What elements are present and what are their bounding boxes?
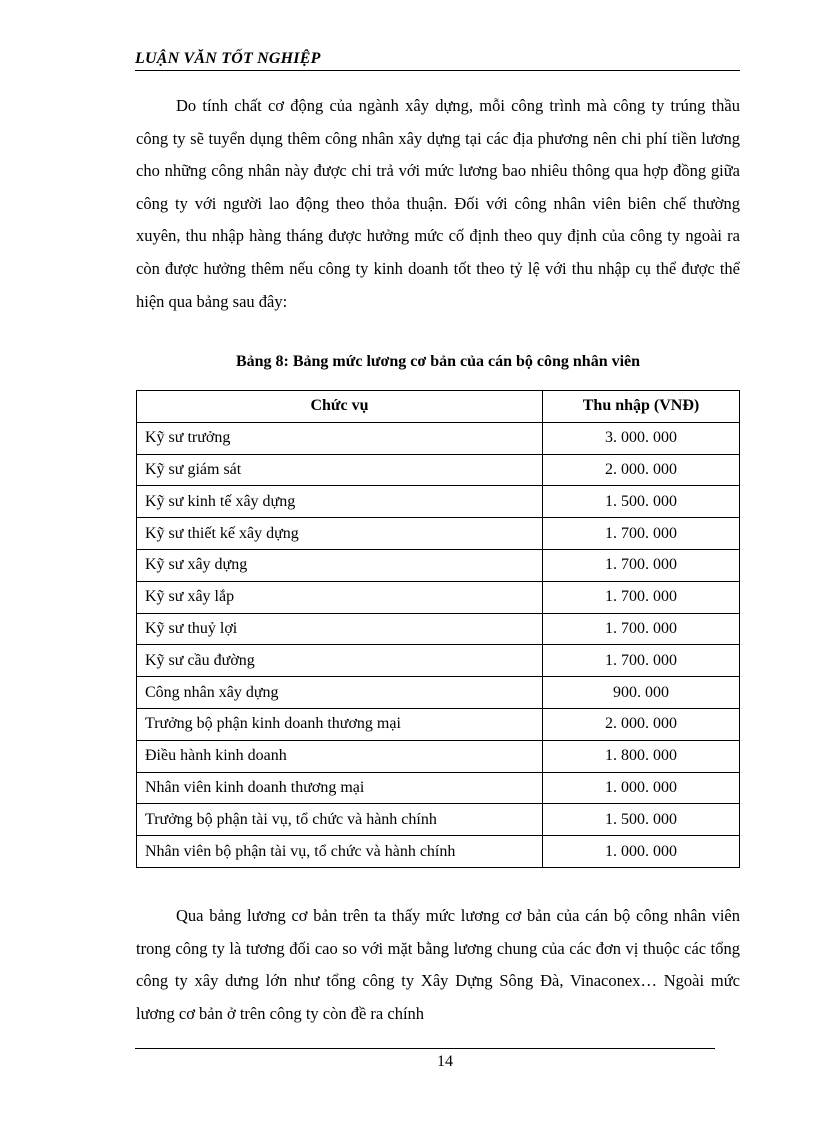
table-row: [137, 740, 740, 772]
table-row: [137, 677, 740, 709]
cell-income: 1. 800. 000: [543, 740, 740, 772]
column-header-income: Thu nhập (VNĐ): [543, 391, 740, 423]
running-header: LUẬN VĂN TỐT NGHIỆP: [135, 50, 740, 71]
cell-income: 900. 000: [543, 677, 740, 709]
table-row: [137, 486, 740, 518]
cell-position: Kỹ sư trưởng: [137, 422, 543, 454]
table-header-row: [137, 391, 740, 423]
cell-position: Kỹ sư thiết kế xây dựng: [137, 518, 543, 550]
cell-position: Kỹ sư cầu đường: [137, 645, 543, 677]
table-row: [137, 613, 740, 645]
paragraph-intro: [136, 90, 740, 318]
cell-position: Nhân viên bộ phận tài vụ, tổ chức và hành chính: [137, 836, 543, 868]
cell-position: Kỹ sư giám sát: [137, 454, 543, 486]
footer-divider: [135, 1048, 715, 1049]
cell-position: Kỹ sư xây dựng: [137, 549, 543, 581]
table-row: [137, 454, 740, 486]
paragraph-conclusion-text: Qua bảng lương cơ bản trên ta thấy mức lương cơ bản của cán bộ công nhân viên trong công ty là tương đối cao so với mặt bằng lương chung của các đơn vị thuộc các tổng công ty xây dưng lớn như tổng công ty Xây Dựng Sông Đà, Vinaconex… Ngoài mức lương cơ bản ở trên công ty còn đề ra chính: [136, 906, 740, 1023]
table-row: [137, 645, 740, 677]
cell-position: Kỹ sư xây lắp: [137, 581, 543, 613]
cell-income: 1. 700. 000: [543, 518, 740, 550]
table-row: [137, 549, 740, 581]
cell-position: Trưởng bộ phận kinh doanh thương mại: [137, 708, 543, 740]
table-row: [137, 708, 740, 740]
cell-income: 1. 700. 000: [543, 645, 740, 677]
salary-table: [136, 390, 740, 868]
paragraph-intro-text: Do tính chất cơ động của ngành xây dựng, mỗi công trình mà công ty trúng thầu công ty sẽ tuyển dụng thêm công nhân xây dựng tại các địa phương nên chi phí tiền lương cho những công nhân này được chi trả với mức lương bao nhiêu thông qua hợp đồng giữa công ty với người lao động theo thỏa thuận. Đối với công nhân viên biên chế thường xuyên, thu nhập hàng tháng được hưởng mức cố định theo quy định của công ty ngoài ra còn được hưởng thêm nếu công ty kinh doanh tốt theo tỷ lệ với thu nhập cụ thể được thể hiện qua bảng sau đây:: [136, 96, 740, 311]
cell-position: Kỹ sư thuỷ lợi: [137, 613, 543, 645]
table-row: [137, 422, 740, 454]
cell-position: Kỹ sư kinh tế xây dựng: [137, 486, 543, 518]
table-row: [137, 772, 740, 804]
cell-income: 2. 000. 000: [543, 454, 740, 486]
table-row: [137, 836, 740, 868]
table-row: [137, 804, 740, 836]
page-number: 14: [437, 1053, 453, 1070]
table-caption: Bảng 8: Bảng mức lương cơ bản của cán bộ công nhân viên: [235, 353, 641, 370]
cell-income: 2. 000. 000: [543, 708, 740, 740]
cell-income: 1. 500. 000: [543, 804, 740, 836]
cell-income: 1. 700. 000: [543, 581, 740, 613]
cell-position: Công nhân xây dựng: [137, 677, 543, 709]
cell-income: 1. 000. 000: [543, 772, 740, 804]
table-body: [137, 422, 740, 867]
cell-position: Trưởng bộ phận tài vụ, tổ chức và hành chính: [137, 804, 543, 836]
cell-income: 1. 700. 000: [543, 613, 740, 645]
table-row: [137, 581, 740, 613]
cell-income: 1. 500. 000: [543, 486, 740, 518]
cell-income: 1. 000. 000: [543, 836, 740, 868]
table-row: [137, 518, 740, 550]
paragraph-conclusion: [136, 900, 740, 1030]
cell-position: Điều hành kinh doanh: [137, 740, 543, 772]
cell-position: Nhân viên kinh doanh thương mại: [137, 772, 543, 804]
cell-income: 1. 700. 000: [543, 549, 740, 581]
cell-income: 3. 000. 000: [543, 422, 740, 454]
column-header-position: Chức vụ: [137, 391, 543, 423]
